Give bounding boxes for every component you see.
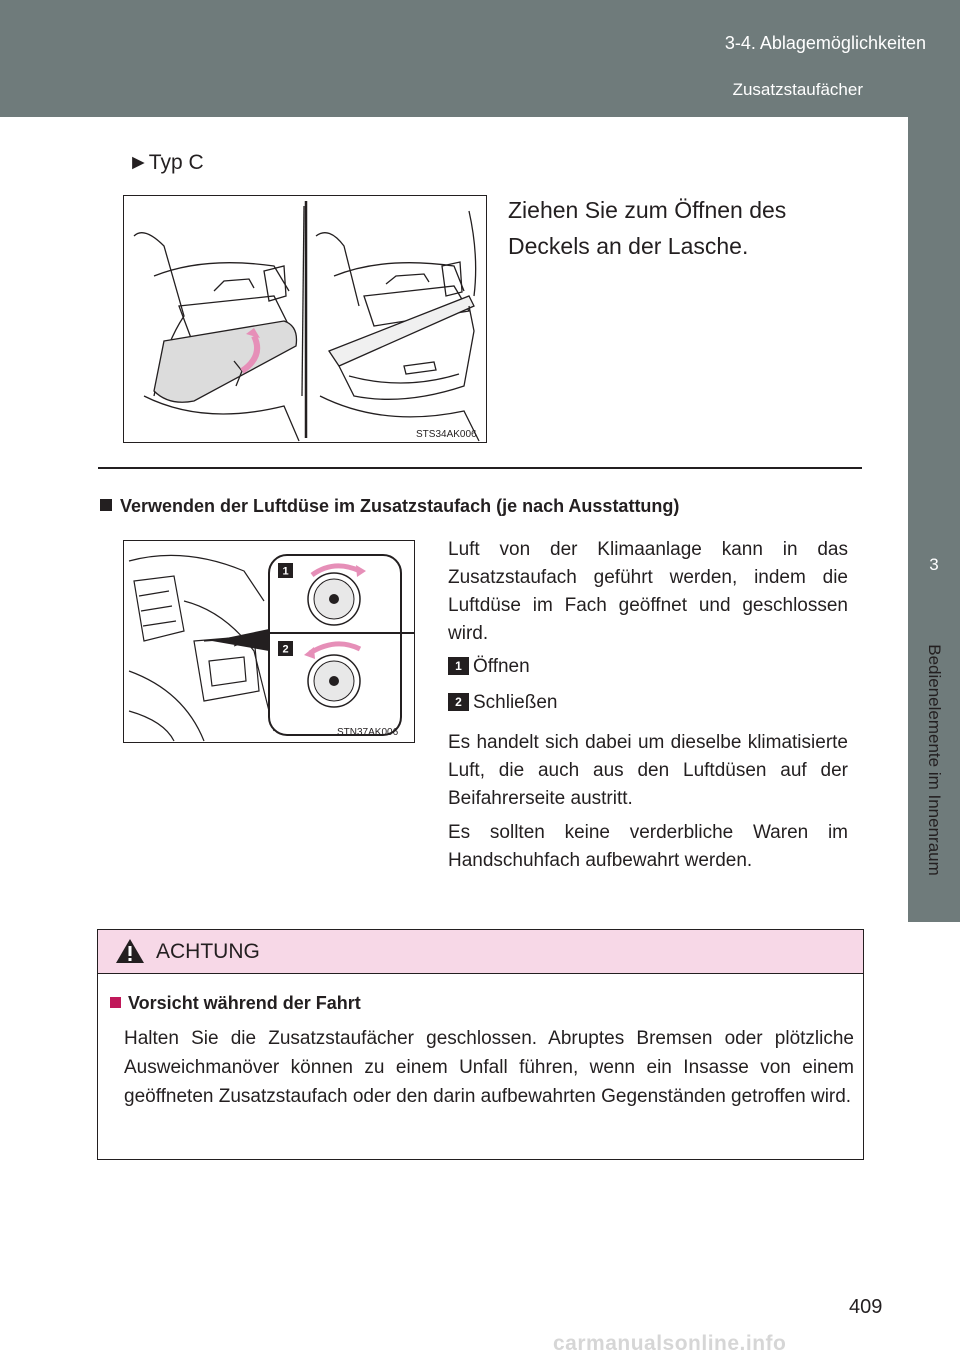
page-number: 409: [849, 1296, 883, 1318]
watermark: carmanualsonline.info: [553, 1332, 787, 1355]
section-divider: [98, 467, 862, 469]
warning-subtitle: Vorsicht während der Fahrt: [128, 993, 361, 1013]
page-header: [0, 0, 960, 117]
warning-subheading: [110, 993, 361, 1014]
image-code: STS34AK006: [416, 429, 477, 440]
image-code: STN37AK006: [337, 727, 399, 738]
glovebox-illustration: [123, 195, 487, 443]
list-item-close: [448, 692, 558, 714]
subsection-title: Zusatzstaufächer: [732, 80, 863, 99]
step-badge: 1: [448, 657, 469, 675]
warning-text: Halten Sie die Zusatzstaufächer geschlossen. Abruptes Bremsen oder plötzliche Ausweichmanöver können zu einem Unfall führen, wenn ein Insasse von einem geöffneten Zusatzstaufach oder den darin aufbewahrten Gegenständen getroffen wird.: [124, 1028, 854, 1107]
air-vent-note-1: Es handelt sich dabei um dieselbe klimatisierte Luft, die auch aus den Luftdüsen auf der Beifahrerseite austritt.: [448, 732, 848, 809]
warning-title: ACHTUNG: [156, 940, 260, 963]
warning-box: [97, 929, 864, 1160]
chapter-title: Bedienelemente im Innenraum: [925, 644, 944, 876]
section-title: 3-4. Ablagemöglichkeiten: [724, 33, 926, 53]
type-c-caption: Ziehen Sie zum Öffnen des Deckels an der Lasche.: [508, 197, 787, 259]
list-item-open: [448, 656, 530, 678]
air-vent-note-2: Es sollten keine verderbliche Waren im Handschuhfach aufbewahrt werden.: [448, 822, 848, 871]
warning-triangle-icon: [115, 938, 145, 964]
air-vent-drawing: [124, 541, 414, 742]
type-label: ►Typ C: [128, 151, 204, 174]
air-vent-illustration: [123, 540, 415, 743]
air-vent-heading: [100, 496, 679, 517]
callout-badge-2: 2: [282, 643, 289, 656]
list-item-label: Öffnen: [473, 656, 530, 677]
bullet-square-icon: [100, 499, 112, 511]
air-vent-title: Verwenden der Luftdüse im Zusatzstaufach (je nach Ausstattung): [120, 496, 680, 516]
bullet-square-icon: [110, 997, 121, 1008]
glovebox-drawing: [124, 196, 486, 442]
sidebar-band-top: [908, 117, 960, 448]
air-vent-intro: Luft von der Klimaanlage kann in das Zusatzstaufach geführt werden, indem die Luftdüse im Fach geöffnet und geschlossen wird.: [448, 539, 848, 644]
callout-badge-1: 1: [282, 565, 289, 578]
step-badge: 2: [448, 693, 469, 711]
list-item-label: Schließen: [473, 692, 558, 713]
warning-header: [98, 930, 863, 974]
chapter-number: 3: [929, 555, 939, 574]
